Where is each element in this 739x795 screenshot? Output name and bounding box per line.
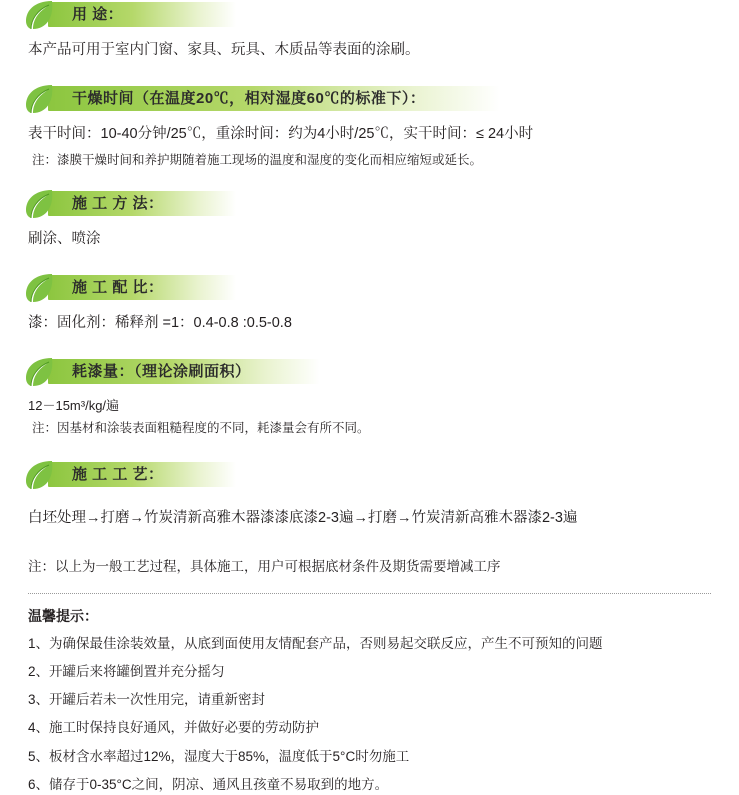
leaf-icon: [22, 0, 56, 32]
heading-text: 耗漆量：（理论涂刷面积）: [72, 357, 251, 387]
mix-ratio-body-text: 漆：固化剂：稀释剂 =1：0.4-0.8 :0.5-0.8: [28, 313, 739, 335]
heading-text: 施 工 方 法：: [72, 189, 164, 219]
leaf-icon: [22, 82, 56, 116]
tips-title: 温馨提示：: [28, 606, 739, 626]
section-heading-application-method: [0, 189, 739, 219]
process-body-text: 白坯处理→打磨→竹炭清新高雅木器漆漆底漆2-3遍→打磨→竹炭清新高雅木器漆2-3遍: [28, 508, 739, 530]
heading-text: 施 工 工 艺：: [72, 460, 164, 490]
section-heading-process: [0, 460, 739, 490]
coverage-note-text: 注：因基材和涂装表面粗糙程度的不同，耗漆量会有所不同。: [32, 419, 739, 438]
leaf-icon: [22, 271, 56, 305]
list-item: 2、开罐后来将罐倒置并充分摇匀: [28, 662, 739, 682]
heading-text: 施 工 配 比：: [72, 273, 164, 303]
section-heading-usage: [0, 0, 739, 30]
leaf-icon: [22, 355, 56, 389]
list-item: 5、板材含水率超过12%，湿度大于85%，温度低于5°C时勿施工: [28, 747, 739, 767]
section-heading-coverage: [0, 357, 739, 387]
dry-time-body-text: 表干时间：10-40分钟/25℃，重涂时间：约为4小时/25℃，实干时间：≤ 24小时: [28, 124, 739, 146]
coverage-body-text: 12－15m³/kg/遍: [28, 395, 739, 414]
list-item: 4、施工时保持良好通风，并做好必要的劳动防护: [28, 718, 739, 738]
application-method-body-text: 刷涂、喷涂: [28, 229, 739, 251]
list-item: 1、为确保最佳涂装效量，从底到面使用友情配套产品，否则易起交联反应，产生不可预知的问题: [28, 634, 739, 654]
process-note-text: 注：以上为一般工艺过程，具体施工，用户可根据底材条件及期货需要增减工序: [28, 557, 739, 577]
divider: [28, 592, 711, 594]
list-item: 6、储存于0-35°C之间，阴凉、通风且孩童不易取到的地方。: [28, 775, 739, 795]
tips-list: [0, 634, 739, 795]
dry-time-note-text: 注：漆膜干燥时间和养护期随着施工现场的温度和湿度的变化而相应缩短或延长。: [32, 151, 739, 170]
usage-body-text: 本产品可用于室内门窗、家具、玩具、木质品等表面的涂刷。: [28, 40, 739, 62]
section-heading-mix-ratio: [0, 273, 739, 303]
list-item: 3、开罐后若未一次性用完，请重新密封: [28, 690, 739, 710]
leaf-icon: [22, 458, 56, 492]
heading-text: 干燥时间（在温度20℃，相对湿度60℃的标准下）：: [72, 84, 425, 114]
heading-text: 用 途：: [72, 0, 123, 30]
leaf-icon: [22, 187, 56, 221]
section-heading-dry-time: [0, 84, 739, 114]
